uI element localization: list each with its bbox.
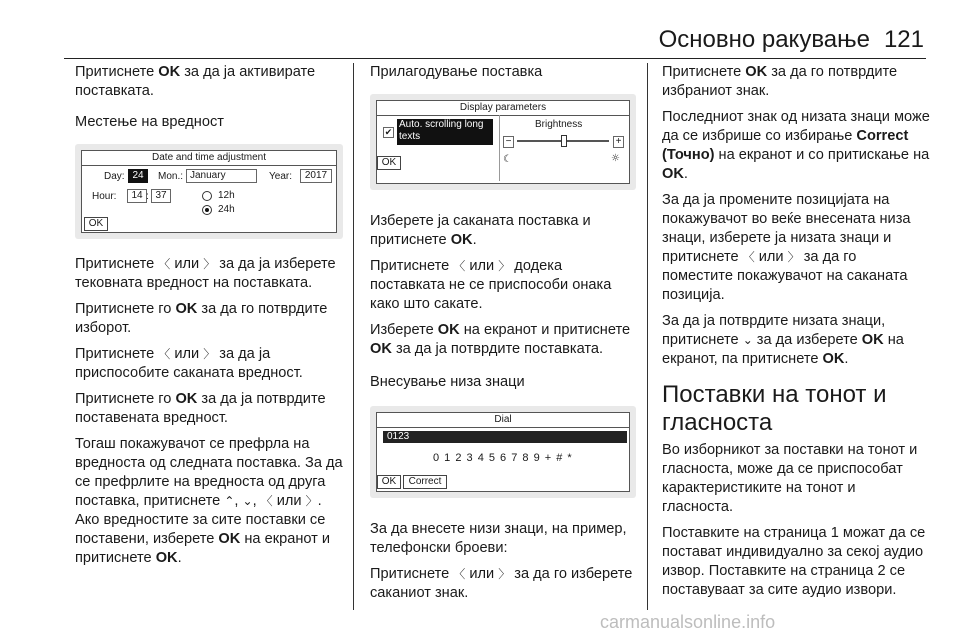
paragraph: Во изборникот за поставки на тонот и гласноста, може да се приспособат карактеристиките на тонот и гласноста. [662, 442, 918, 515]
time-colon: : [146, 191, 149, 202]
year-label: Year: [269, 171, 292, 182]
paragraph: За да ја промените позицијата на покажувачот во веќе внесената низа знаци, изберете ја низата знаци и притиснете 〈 или 〉 за да го поместите покажувачот на саканата позиција. [662, 192, 911, 303]
radio-24h-label: 24h [218, 204, 235, 215]
dial-input-field[interactable]: 0123 [383, 431, 627, 443]
plus-button[interactable]: + [613, 136, 624, 148]
hour-label: Hour: [92, 191, 117, 202]
hour-value[interactable]: 14 [127, 189, 147, 203]
checkbox-auto-scroll[interactable]: ✔ [384, 127, 393, 137]
minute-value[interactable]: 37 [151, 189, 171, 203]
dial-screen [370, 406, 636, 498]
month-label: Mon.: [158, 171, 184, 182]
page-number: 121 [883, 26, 924, 53]
radio-24h[interactable] [202, 205, 212, 215]
paragraph: Изберете ја саканата поставка и притиснете OK. [370, 213, 591, 248]
radio-12h-label: 12h [218, 190, 235, 201]
screen-title: Dial [377, 413, 629, 428]
paragraph: За да ја потврдите низата знаци, притиснете ⌄ за да изберете OK на екранот, па притиснете OK. [662, 313, 904, 367]
date-time-screen [75, 144, 343, 239]
paragraph: Притиснете го OK за да го потврдите изборот. [75, 301, 328, 336]
screen-title: Date and time adjustment [82, 151, 336, 166]
auto-scroll-label[interactable]: Auto. scrolling long texts [397, 119, 493, 145]
left-arrow-icon: 〈 [453, 259, 466, 273]
left-arrow-icon: 〈 [260, 494, 273, 508]
up-arrow-icon: ⌃ [224, 494, 235, 508]
paragraph: Притиснете 〈 или 〉 за да ја приспособите саканата вредност. [75, 346, 303, 381]
watermark: carmanualsonline.info [600, 612, 776, 632]
left-arrow-icon: 〈 [742, 250, 755, 264]
column-divider-1 [353, 63, 354, 610]
day-mode-icon: ☼ [611, 153, 620, 164]
slider-handle[interactable] [561, 135, 567, 147]
column-3 [662, 63, 930, 607]
header-rule [64, 58, 926, 59]
page-header-title: Основно ракување [658, 26, 870, 53]
brightness-label: Brightness [535, 119, 583, 130]
ok-button[interactable]: OK [377, 475, 401, 489]
paragraph: Тогаш покажувачот се префрла на вредноста од следната поставка. За да се префрлите на вредноста од друга поставка, притиснете ⌃, ⌄, 〈 или 〉. Ако вредностите за сите поставки се поставени, изберете OK на екранот и притиснете OK. [75, 436, 343, 566]
month-value[interactable]: January [186, 169, 257, 183]
left-arrow-icon: 〈 [453, 567, 466, 581]
down-arrow-icon: ⌄ [742, 333, 753, 347]
right-arrow-icon: 〉 [787, 250, 800, 264]
radio-12h[interactable] [202, 191, 212, 201]
paragraph: За да внесете низи знаци, на пример, телефонски броеви: [370, 521, 627, 556]
minus-button[interactable]: − [503, 136, 514, 148]
right-arrow-icon: 〉 [498, 567, 511, 581]
paragraph: Изберете OK на екранот и притиснете OK за да ја потврдите поставката. [370, 322, 631, 357]
character-row[interactable]: 0 1 2 3 4 5 6 7 8 9 + # * [433, 452, 573, 464]
paragraph: Притиснете 〈 или 〉 за да ја изберете тековната вредност на поставката. [75, 256, 336, 291]
paragraph: Притиснете 〈 или 〉 додека поставката не се приспособи онака како што сакате. [370, 258, 612, 312]
paragraph: Притиснете OK за да го потврдите избраниот знак. [662, 64, 898, 99]
section-title: Поставки на тонот и гласноста [662, 381, 887, 436]
divider [499, 115, 500, 181]
down-arrow-icon: ⌄ [242, 494, 253, 508]
column-divider-2 [647, 63, 648, 610]
paragraph: Поставките на страница 1 можат да се постават индивидуално за секој аудио извор. Поставките на страница 2 се поставуваат за сите аудио извори. [662, 525, 926, 598]
day-label: Day: [104, 171, 125, 182]
paragraph: Последниот знак од низата знаци може да се избрише со избирање Correct (Точно) на екранот и со притискање на OK. [662, 109, 930, 182]
section-heading: Внесување низа знаци [370, 374, 525, 390]
display-parameters-screen [370, 94, 636, 190]
day-value[interactable]: 24 [128, 169, 148, 183]
column-1 [75, 63, 343, 575]
year-value[interactable]: 2017 [300, 169, 332, 183]
right-arrow-icon: 〉 [203, 347, 216, 361]
column-2 [370, 63, 636, 610]
section-heading: Прилагодување поставка [370, 64, 543, 80]
right-arrow-icon: 〉 [305, 494, 318, 508]
paragraph: Притиснете 〈 или 〉 за да го изберете саканиот знак. [370, 566, 633, 601]
screen-title: Display parameters [377, 101, 629, 116]
ok-button[interactable]: OK [377, 156, 401, 170]
paragraph: Притиснете OK за да ја активирате поставката. [75, 64, 316, 99]
ok-button[interactable]: OK [84, 217, 108, 231]
left-arrow-icon: 〈 [158, 347, 171, 361]
right-arrow-icon: 〉 [203, 257, 216, 271]
section-heading: Местење на вредност [75, 114, 224, 130]
right-arrow-icon: 〉 [498, 259, 511, 273]
paragraph: Притиснете го OK за да ја потврдите поставената вредност. [75, 391, 326, 426]
left-arrow-icon: 〈 [158, 257, 171, 271]
night-mode-icon: ☾ [503, 154, 512, 165]
correct-button[interactable]: Correct [403, 475, 447, 489]
